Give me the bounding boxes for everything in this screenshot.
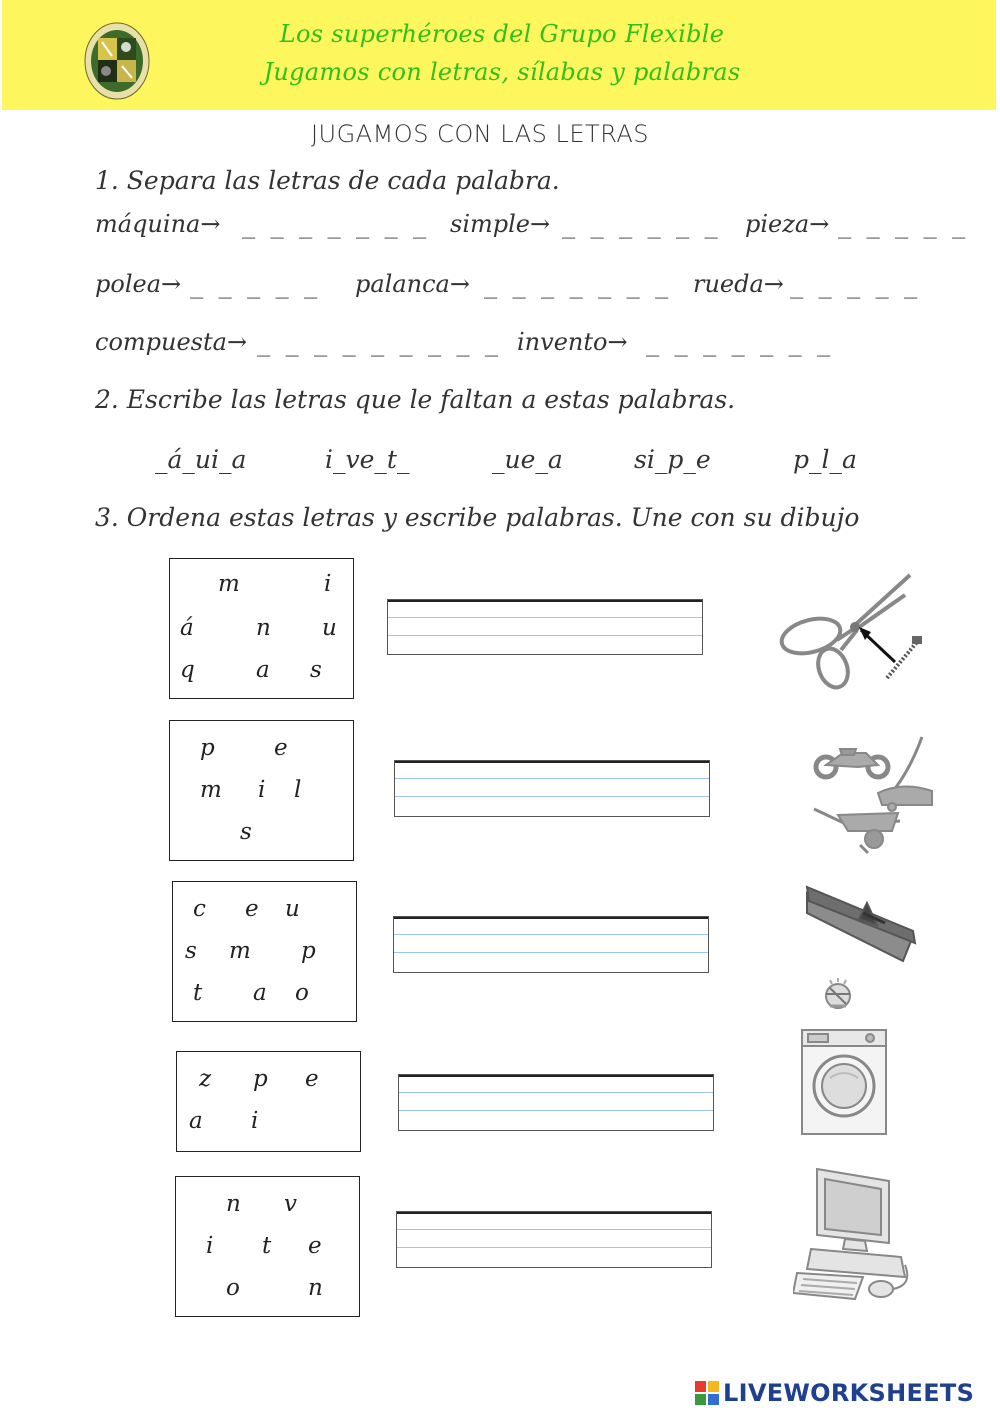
letter-box-3 [172, 881, 357, 1022]
letter: n [308, 1275, 323, 1301]
q1-word-rueda: rueda→ [693, 270, 784, 298]
letter: e [308, 1233, 322, 1259]
q2-prompt: 2. Escribe las letras que le faltan a estas palabras. [95, 385, 736, 414]
letter: n [256, 615, 271, 641]
letter: u [285, 896, 300, 922]
header-subtitle: Jugamos con letras, sílabas y palabras [263, 58, 741, 86]
letter: i [251, 1108, 259, 1134]
letter: i [324, 571, 332, 597]
letter: c [193, 896, 206, 922]
q1-blank-polea[interactable]: _ _ _ _ _ [190, 274, 319, 299]
letter: o [226, 1275, 240, 1301]
letter: i [258, 777, 266, 803]
liveworksheets-brand [695, 1378, 995, 1408]
q2-word-4[interactable]: si_p_e [634, 445, 711, 474]
letter: n [226, 1191, 241, 1217]
computer-icon[interactable] [793, 1165, 923, 1305]
letter: e [274, 735, 288, 761]
answer-line-3[interactable] [393, 916, 709, 973]
q1-word-simple: simple→ [450, 210, 551, 238]
letter: q [180, 657, 195, 683]
washing-machine-icon[interactable] [800, 978, 890, 1138]
q2-word-1[interactable]: _á_ui_a [155, 445, 247, 474]
header-banner [2, 0, 996, 110]
clothespin-icon[interactable] [803, 883, 918, 973]
scissors-screw-icon[interactable] [775, 570, 925, 690]
q1-blank-pieza[interactable]: _ _ _ _ _ [838, 214, 967, 239]
school-logo-icon [84, 22, 150, 100]
letter: e [305, 1066, 319, 1092]
letter-box-1 [169, 558, 354, 699]
letter: m [229, 938, 251, 964]
q1-word-invento: invento→ [517, 328, 628, 356]
letter: p [200, 735, 215, 761]
letter: a [189, 1108, 203, 1134]
letter-box-4 [176, 1051, 361, 1152]
letter: t [193, 980, 203, 1006]
letter: a [253, 980, 267, 1006]
letter: p [301, 938, 316, 964]
q3-prompt: 3. Ordena estas letras y escribe palabras. Une con su dibujo [95, 503, 860, 532]
q1-word-pieza: pieza→ [745, 210, 830, 238]
q1-blank-simple[interactable]: _ _ _ _ _ _ [562, 214, 719, 239]
letter-box-5 [175, 1176, 360, 1317]
liveworksheets-logo-icon [695, 1381, 719, 1405]
q1-word-compuesta: compuesta→ [95, 328, 248, 356]
q1-blank-palanca[interactable]: _ _ _ _ _ _ _ [484, 274, 670, 299]
q1-word-polea: polea→ [95, 270, 182, 298]
header-group-title: Los superhéroes del Grupo Flexible [279, 20, 725, 48]
answer-line-1[interactable] [387, 599, 703, 655]
letter: z [199, 1066, 212, 1092]
letter: l [294, 777, 302, 803]
letter: s [310, 657, 322, 683]
letter: t [262, 1233, 272, 1259]
q1-prompt: 1. Separa las letras de cada palabra. [95, 166, 560, 195]
motorbike-vacuum-wheelbarrow-icon[interactable] [808, 735, 938, 855]
letter: á [180, 615, 194, 641]
q1-blank-invento[interactable]: _ _ _ _ _ _ _ [646, 332, 832, 357]
q1-blank-rueda[interactable]: _ _ _ _ _ [790, 274, 919, 299]
q1-blank-compuesta[interactable]: _ _ _ _ _ _ _ _ _ [257, 332, 500, 357]
letter: s [185, 938, 197, 964]
letter: m [200, 777, 222, 803]
letter: m [218, 571, 240, 597]
answer-line-5[interactable] [396, 1211, 712, 1268]
letter: u [322, 615, 337, 641]
q1-blank-maquina[interactable]: _ _ _ _ _ _ _ [242, 214, 428, 239]
letter: p [253, 1066, 268, 1092]
letter: i [206, 1233, 214, 1259]
q2-word-3[interactable]: _ue_a [492, 445, 563, 474]
letter: a [256, 657, 270, 683]
letter: e [245, 896, 259, 922]
letter: s [240, 819, 252, 845]
brand-text: LIVEWORKSHEETS [723, 1379, 975, 1407]
letter: v [284, 1191, 297, 1217]
page-title: JUGAMOS CON LAS LETRAS [310, 120, 650, 148]
letter: o [295, 980, 309, 1006]
q2-word-5[interactable]: p_l_a [793, 445, 857, 474]
answer-line-4[interactable] [398, 1074, 714, 1131]
q1-word-maquina: máquina→ [95, 210, 221, 238]
answer-line-2[interactable] [394, 760, 710, 817]
q2-word-2[interactable]: i_ve_t_ [325, 445, 410, 474]
letter-box-2 [169, 720, 354, 861]
q1-word-palanca: palanca→ [355, 270, 470, 298]
